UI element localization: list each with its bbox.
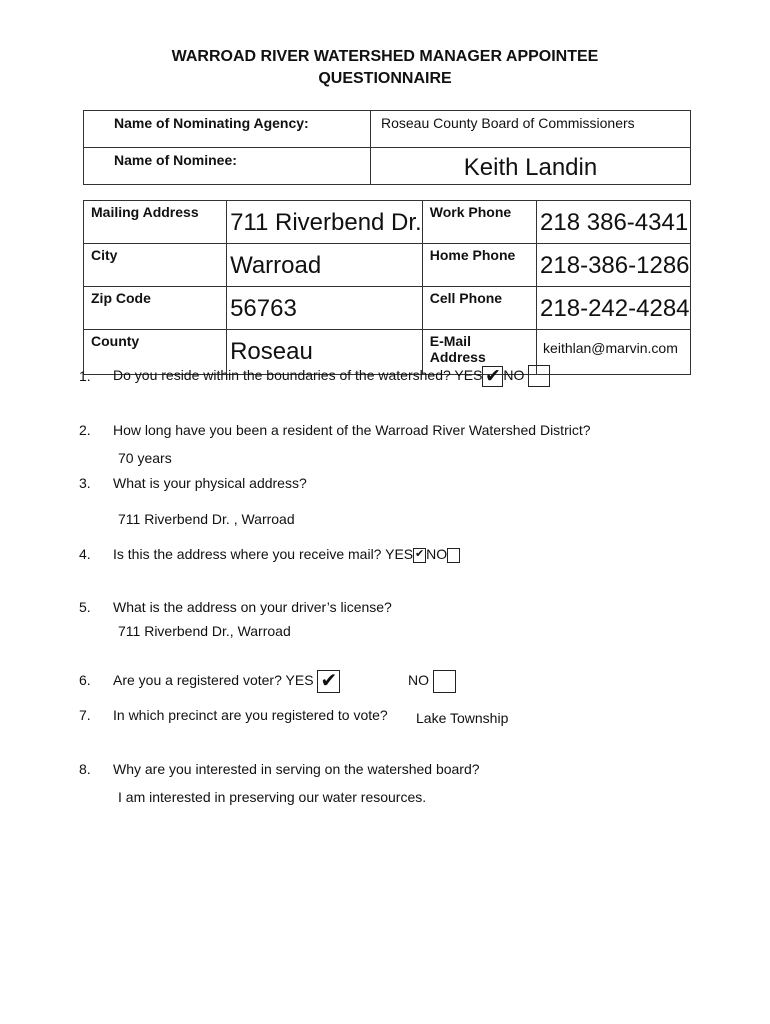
- mailing-address-label: Mailing Address: [84, 201, 227, 244]
- q6-no-checkbox[interactable]: [433, 670, 456, 693]
- contact-table: [83, 200, 691, 375]
- q5-number: 5.: [79, 599, 91, 615]
- q6-row: [113, 668, 340, 693]
- q1-number: 1.: [79, 368, 91, 384]
- check-icon: ✔: [320, 669, 338, 692]
- cell-phone-field[interactable]: 218-242-4284: [537, 287, 691, 330]
- email-field[interactable]: keithlan@marvin.com: [537, 330, 691, 375]
- mailing-address-field[interactable]: 711 Riverbend Dr.: [227, 201, 423, 244]
- q6-yes-label: YES: [285, 672, 314, 688]
- work-phone-field[interactable]: 218 386-4341: [537, 201, 691, 244]
- q1-row: [113, 361, 550, 389]
- q6-yes-checkbox[interactable]: [317, 670, 340, 693]
- nominee-field[interactable]: Keith Landin: [371, 148, 691, 185]
- q2-number: 2.: [79, 422, 91, 438]
- q3-number: 3.: [79, 475, 91, 491]
- q4-number: 4.: [79, 546, 91, 562]
- q4-row: [113, 542, 460, 566]
- q1-yes-checkbox[interactable]: [482, 366, 503, 387]
- q8-text: Why are you interested in serving on the watershed board?: [113, 761, 480, 777]
- agency-table: [83, 110, 691, 185]
- home-phone-field[interactable]: 218-386-1286: [537, 244, 691, 287]
- county-field[interactable]: Roseau: [227, 330, 423, 375]
- zip-code-label: Zip Code: [84, 287, 227, 330]
- q6-no-label: NO: [408, 672, 429, 688]
- cell-phone-label: Cell Phone: [422, 287, 536, 330]
- q8-answer[interactable]: I am interested in preserving our water resources.: [118, 789, 427, 805]
- q4-no-label: NO: [426, 546, 448, 562]
- check-icon: ✔: [484, 365, 501, 387]
- q5-text: What is the address on your driver’s license?: [113, 599, 392, 615]
- q4-text: Is this the address where you receive mail?: [113, 546, 382, 562]
- nominee-label: Name of Nominee:: [84, 148, 371, 185]
- q1-text: Do you reside within the boundaries of the watershed?: [113, 367, 451, 383]
- q1-yes-label: YES: [454, 367, 483, 383]
- q3-text: What is your physical address?: [113, 475, 307, 491]
- work-phone-label: Work Phone: [422, 201, 536, 244]
- check-icon: ✔: [415, 547, 425, 560]
- agency-label: Name of Nominating Agency:: [84, 111, 371, 148]
- q6-text: Are you a registered voter?: [113, 672, 282, 688]
- q6-number: 6.: [79, 672, 91, 688]
- q2-text: How long have you been a resident of the Warroad River Watershed District?: [113, 422, 591, 438]
- q4-no-checkbox[interactable]: [447, 548, 460, 563]
- email-label-line-1: E-Mail: [429, 333, 471, 349]
- zip-code-field[interactable]: 56763: [227, 287, 423, 330]
- county-label: County: [84, 330, 227, 375]
- agency-field[interactable]: Roseau County Board of Commissioners: [371, 111, 691, 148]
- q6-no-group: [408, 668, 456, 693]
- email-label-line-2: Address: [429, 349, 486, 365]
- q8-number: 8.: [79, 761, 91, 777]
- q2-answer[interactable]: 70 years: [118, 450, 172, 466]
- q7-answer[interactable]: Lake Township: [416, 710, 509, 726]
- home-phone-label: Home Phone: [422, 244, 536, 287]
- q3-answer[interactable]: 711 Riverbend Dr. , Warroad: [118, 511, 295, 527]
- q5-answer[interactable]: 711 Riverbend Dr., Warroad: [118, 623, 291, 639]
- q7-number: 7.: [79, 707, 91, 723]
- title-line-2: QUESTIONNAIRE: [318, 70, 452, 87]
- q1-no-checkbox[interactable]: [528, 365, 550, 387]
- q4-yes-label: YES: [385, 546, 414, 562]
- form-title: [0, 46, 770, 90]
- q1-no-label: NO: [503, 367, 525, 383]
- title-line-1: WARROAD RIVER WATERSHED MANAGER APPOINTEE: [171, 48, 599, 65]
- q7-text: In which precinct are you registered to vote?: [113, 707, 388, 723]
- city-field[interactable]: Warroad: [227, 244, 423, 287]
- city-label: City: [84, 244, 227, 287]
- q4-yes-checkbox[interactable]: [413, 548, 426, 563]
